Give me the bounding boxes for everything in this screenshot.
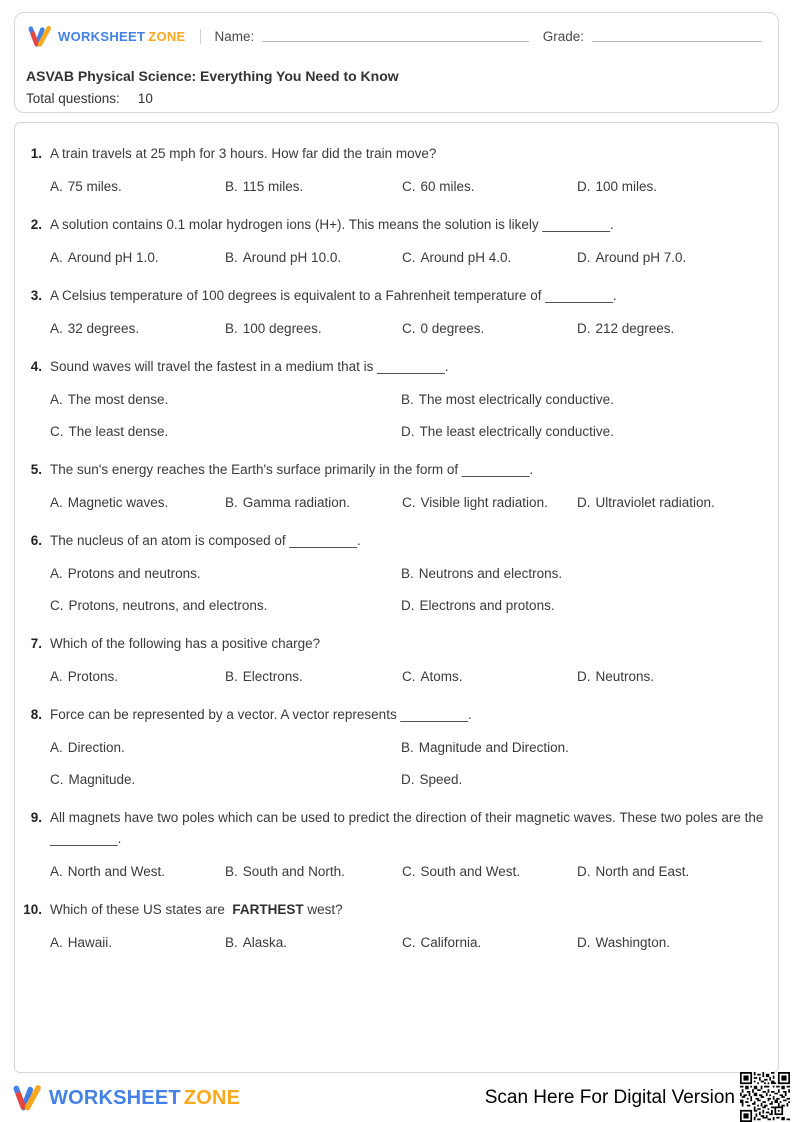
question-number: 7.: [30, 636, 42, 651]
option-c: C. Magnitude.: [50, 772, 136, 787]
total-questions-line: [15, 91, 778, 106]
option-b: B. South and North.: [225, 864, 345, 879]
option-b: B. Around pH 10.0.: [225, 250, 342, 265]
question-number: 8.: [30, 707, 42, 722]
question-text: The nucleus of an atom is composed of _________.: [50, 533, 361, 548]
question-4: [21, 356, 768, 442]
brand-text: [49, 1087, 240, 1110]
question-text: A train travels at 25 mph for 3 hours. How far did the train move?: [50, 146, 437, 161]
option-c: C. Visible light radiation.: [402, 495, 548, 510]
options-grid: [21, 563, 768, 616]
question-text: All magnets have two poles which can be used to predict the direction of their magnetic waves. These two poles are the _________.: [50, 810, 768, 846]
question-3: [21, 285, 768, 339]
option-d: D. North and East.: [577, 864, 690, 879]
question-number: 4.: [30, 359, 42, 374]
questions-container: [14, 122, 779, 1073]
footer: [0, 1073, 793, 1122]
grade-label: Grade:: [542, 29, 584, 44]
option-d: D. Speed.: [401, 772, 463, 787]
total-questions-value: 10: [137, 91, 153, 106]
question-6: [21, 530, 768, 616]
option-d: D. Around pH 7.0.: [577, 250, 687, 265]
option-b: B. 100 degrees.: [225, 321, 322, 336]
question-text: Sound waves will travel the fastest in a medium that is _________.: [50, 359, 449, 374]
option-b: B. Electrons.: [225, 669, 303, 684]
option-d: D. Washington.: [577, 935, 671, 950]
option-b: B. 115 miles.: [225, 179, 304, 194]
worksheetzone-logo-footer: [12, 1084, 240, 1112]
question-number: 10.: [23, 902, 42, 917]
option-c: C. Around pH 4.0.: [402, 250, 512, 265]
question-5: [21, 459, 768, 513]
options-row: [21, 666, 768, 687]
question-text: A Celsius temperature of 100 degrees is equivalent to a Fahrenheit temperature of _________.: [50, 288, 617, 303]
option-d: D. 100 miles.: [577, 179, 658, 194]
option-a: A. The most dense.: [50, 392, 169, 407]
option-d: D. Electrons and protons.: [401, 598, 555, 613]
question-number: 2.: [30, 217, 42, 232]
options-grid: [21, 389, 768, 442]
options-row: [21, 932, 768, 953]
options-row: [21, 861, 768, 882]
option-c: C. Protons, neutrons, and electrons.: [50, 598, 268, 613]
brand-word-zone: ZONE: [148, 29, 186, 44]
option-a: A. Magnetic waves.: [50, 495, 169, 510]
name-blank-line: [262, 32, 528, 42]
options-grid: [21, 737, 768, 790]
option-b: B. Alaska.: [225, 935, 288, 950]
worksheet-title: ASVAB Physical Science: Everything You Need to Know: [26, 68, 399, 84]
option-b: B. The most electrically conductive.: [401, 392, 614, 407]
question-number: 6.: [30, 533, 42, 548]
option-d: D. 212 degrees.: [577, 321, 675, 336]
grade-blank-line: [592, 32, 762, 42]
option-b: B. Neutrons and electrons.: [401, 566, 563, 581]
option-a: A. North and West.: [50, 864, 166, 879]
question-text: The sun's energy reaches the Earth's surface primarily in the form of _________.: [50, 462, 534, 477]
question-9: [21, 807, 768, 882]
worksheetzone-logo: [27, 25, 186, 48]
option-c: C. Atoms.: [402, 669, 463, 684]
question-text: Which of the following has a positive charge?: [50, 636, 321, 651]
option-a: A. 75 miles.: [50, 179, 122, 194]
worksheetzone-w-icon: [27, 25, 53, 48]
header-logo-row: [15, 13, 778, 48]
option-c: C. South and West.: [402, 864, 521, 879]
question-2: [21, 214, 768, 268]
option-a: A. Around pH 1.0.: [50, 250, 159, 265]
question-text: Which of these US states are FARTHEST west?: [50, 902, 343, 917]
option-c: C. 0 degrees.: [402, 321, 485, 336]
header-card: [14, 12, 779, 113]
options-row: [21, 492, 768, 513]
question-text: A solution contains 0.1 molar hydrogen ions (H+). This means the solution is likely _________.: [50, 217, 614, 232]
option-d: D. Ultraviolet radiation.: [577, 495, 715, 510]
name-label: Name:: [214, 29, 255, 44]
question-number: 5.: [30, 462, 42, 477]
grade-field: [543, 28, 762, 45]
brand-word-worksheet: WORKSHEET: [58, 29, 146, 44]
options-row: [21, 176, 768, 197]
question-7: [21, 633, 768, 687]
brand-text: [58, 29, 186, 44]
option-c: C. 60 miles.: [402, 179, 475, 194]
option-a: A. 32 degrees.: [50, 321, 140, 336]
option-b: B. Magnitude and Direction.: [401, 740, 569, 755]
worksheetzone-w-icon: [12, 1084, 43, 1112]
option-c: C. California.: [402, 935, 482, 950]
question-1: [21, 143, 768, 197]
name-field: [215, 28, 529, 45]
scan-here-label: Scan Here For Digital Version: [484, 1086, 735, 1108]
total-questions-label: Total questions:: [26, 91, 120, 106]
option-b: B. Gamma radiation.: [225, 495, 351, 510]
option-a: A. Protons and neutrons.: [50, 566, 201, 581]
brand-word-zone: ZONE: [183, 1086, 241, 1109]
question-text-bold: FARTHEST: [232, 902, 304, 917]
qr-code: [740, 1072, 790, 1122]
option-a: A. Direction.: [50, 740, 125, 755]
question-text: Force can be represented by a vector. A vector represents _________.: [50, 707, 472, 722]
question-number: 3.: [30, 288, 42, 303]
option-a: A. Hawaii.: [50, 935, 113, 950]
option-d: D. The least electrically conductive.: [401, 424, 614, 439]
vertical-divider: [200, 29, 201, 44]
option-c: C. The least dense.: [50, 424, 169, 439]
options-row: [21, 247, 768, 268]
option-a: A. Protons.: [50, 669, 119, 684]
brand-word-worksheet: WORKSHEET: [49, 1086, 181, 1109]
option-d: D. Neutrons.: [577, 669, 655, 684]
options-row: [21, 318, 768, 339]
question-8: [21, 704, 768, 790]
question-10: [21, 899, 768, 953]
question-number: 1.: [30, 146, 42, 161]
question-number: 9.: [30, 810, 42, 825]
